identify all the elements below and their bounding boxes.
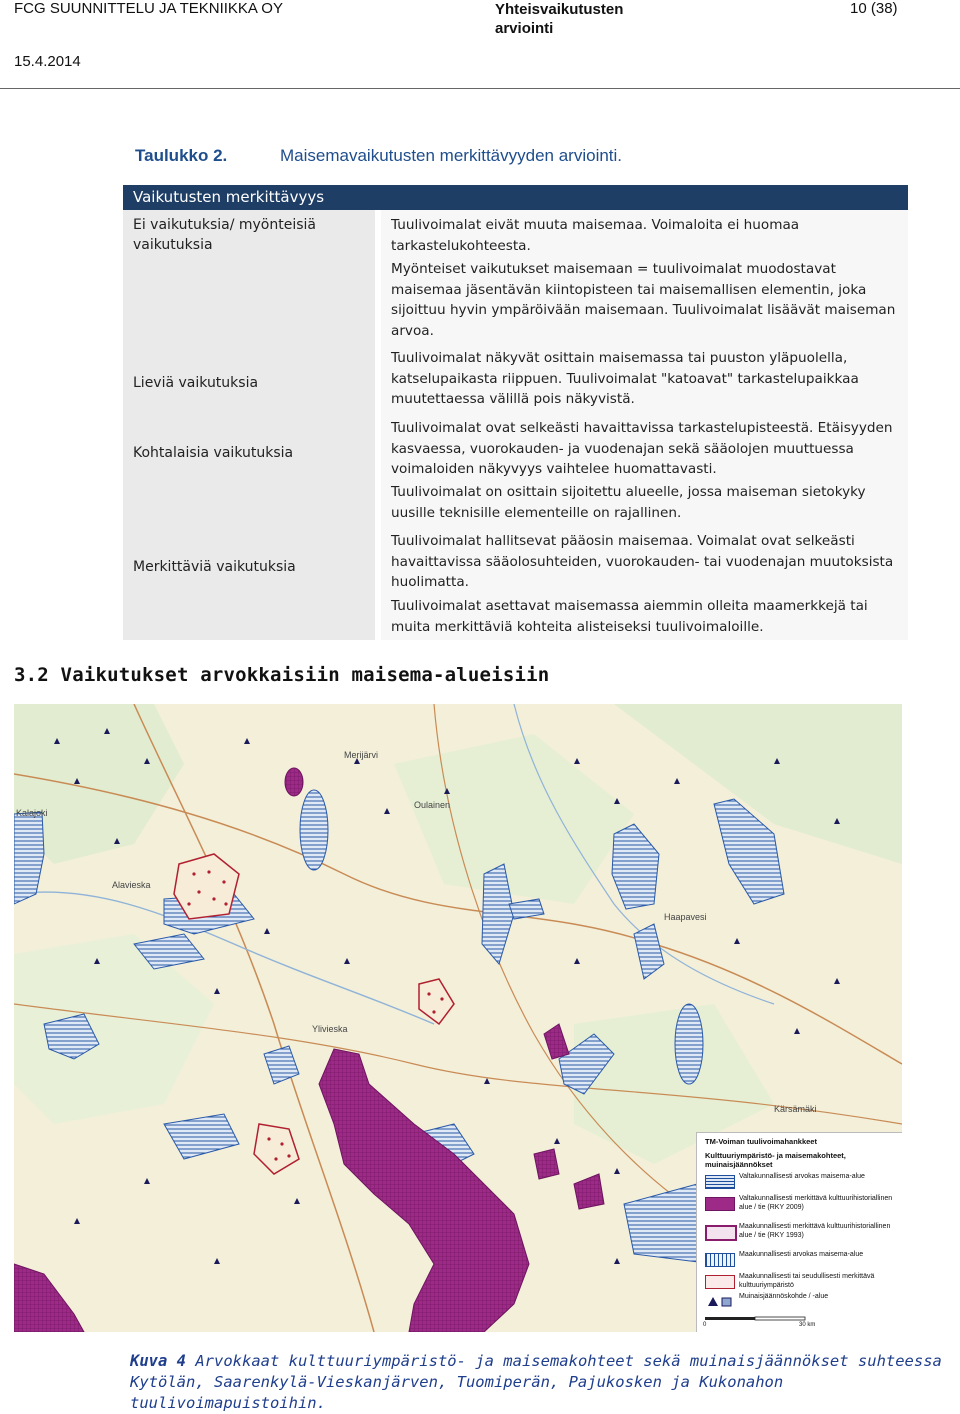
place-label-karsamaki: Kärsämäki [774, 1104, 817, 1114]
figure-number: Kuva 4 [130, 1352, 186, 1370]
scale-label-zero: 0 [703, 1322, 707, 1328]
row-text-none-1: Tuulivoimalat eivät muuta maisemaa. Voimaloita ei huomaa tarkastelukohteesta. [391, 217, 800, 254]
legend-swatch [705, 1225, 737, 1241]
legend-swatch [705, 1253, 735, 1267]
company-name: FCG SUUNNITTELU JA TEKNIIKKA OY [14, 0, 283, 17]
place-label-kalajoki: Kalajoki [16, 808, 48, 818]
legend-label: Maakunnallisesti merkittävä kulttuurihistoriallinen alue / tie (RKY 1993) [739, 1223, 891, 1239]
table-description-column [381, 210, 908, 640]
table-label-column [123, 210, 375, 640]
document-title: Yhteisvaikutusten arviointi [495, 1, 624, 37]
row-text-significant-1: Tuulivoimalat hallitsevat pääosin maisemaa. Voimalat ovat selkeästi havaittavissa sääolosuhteiden, vuorokauden- tai vuodenajan muutoksista huolimatta. [391, 533, 894, 590]
header-divider [0, 88, 960, 89]
place-label-alavieska: Alavieska [112, 880, 151, 890]
triangle-icon [705, 1295, 733, 1307]
legend-swatch [705, 1175, 735, 1189]
legend-item-national-landscape [705, 1173, 900, 1195]
legend-item-monument [705, 1293, 900, 1315]
place-label-ylivieska: Ylivieska [312, 1024, 348, 1034]
legend-label: Valtakunnallisesti arvokas maisema-alue [739, 1173, 865, 1180]
table-caption-text: Maisemavaikutusten merkittävyyden arviointi. [280, 146, 623, 165]
table-caption-number: Taulukko 2. [135, 146, 228, 165]
table-header-label: Vaikutusten merkittävyys [133, 188, 325, 206]
legend-item-regional-landscape [705, 1251, 900, 1273]
row-label-none: Ei vaikutuksia/ myönteisiä vaikutuksia [133, 217, 317, 253]
legend-swatch [705, 1275, 735, 1289]
place-label-merijarvi: Merijärvi [344, 750, 379, 760]
figure-caption [130, 1351, 950, 1414]
legend-subtitle: Kulttuuriympäristö- ja maisemakohteet, muinaisjäännökset [705, 1151, 846, 1169]
landscape-map [14, 704, 902, 1332]
place-label-oulainen: Oulainen [414, 800, 451, 810]
scale-label-distance: 30 km [799, 1322, 816, 1328]
row-label-significant: Merkittäviä vaikutuksia [133, 559, 296, 575]
map-legend [696, 1132, 902, 1332]
legend-item-rky2009 [705, 1195, 900, 1217]
figure-caption-text: Arvokkaat kulttuuriympäristö- ja maisemakohteet sekä muinaisjäännökset suhteessa Kytölän, Saarenkylä-Vieskanjärven, Tuomiperän, Pajukosken ja Kukonahon tuulivoimapuistoihin. [130, 1352, 942, 1412]
legend-item-rky1993 [705, 1223, 900, 1245]
row-text-moderate-1: Tuulivoimalat ovat selkeästi havaittavissa tarkastelupisteestä. Etäisyyden kasvaessa, vuorokauden- ja vuodenajan sekä sääolojen muuttuessa voimaloiden näkyvyys vaihtelee huomattavasti. [391, 420, 893, 477]
row-label-minor: Lieviä vaikutuksia [133, 375, 259, 391]
table-header [123, 185, 908, 210]
section-title: 3.2 Vaikutukset arvokkaisiin maisema-alueisiin [14, 664, 550, 686]
legend-swatch [705, 1197, 735, 1211]
page-number: 10 (38) [850, 0, 898, 17]
legend-label: Valtakunnallisesti merkittävä kulttuurihistoriallinen alue / tie (RKY 2009) [739, 1195, 893, 1211]
row-text-minor-1: Tuulivoimalat näkyvät osittain maisemassa tai puuston yläpuolella, katselupaikasta riippuen. Tuulivoimalat "katoavat" tarkastelupaikkaa muutettaessa välillä pois näkyvistä. [391, 350, 859, 407]
row-text-none-2: Myönteiset vaikutukset maisemaan = tuulivoimalat muodostavat maisemaa jäsentävän kiintopisteen tai maisemallisen elementin, joka sijoittuu hyvin ympäröivään maisemaan. Tuulivoimalat lisäävät maiseman arvoa. [391, 261, 896, 339]
legend-label: Maakunnallisesti arvokas maisema-alue [739, 1251, 864, 1258]
legend-label: Maakunnallisesti tai seudullisesti merkittävä kulttuuriympäristö [739, 1273, 875, 1289]
row-label-moderate: Kohtalaisia vaikutuksia [133, 445, 294, 461]
document-date: 15.4.2014 [14, 53, 81, 70]
place-label-haapavesi: Haapavesi [664, 912, 707, 922]
row-text-significant-2: Tuulivoimalat asettavat maisemassa aiemmin olleita maamerkkejä tai muita merkittäviä kohteita alisteiseksi tuulivoimaloille. [391, 598, 868, 635]
legend-item-regional-culture [705, 1273, 900, 1295]
row-text-moderate-2: Tuulivoimalat on osittain sijoitettu alueelle, jossa maiseman sietokyky uusille teknisille elementeille on rajallinen. [391, 484, 866, 521]
legend-label: Muinaisjäännöskohde / -alue [739, 1293, 829, 1300]
legend-title: TM-Voiman tuulivoimahankkeet [705, 1137, 817, 1146]
